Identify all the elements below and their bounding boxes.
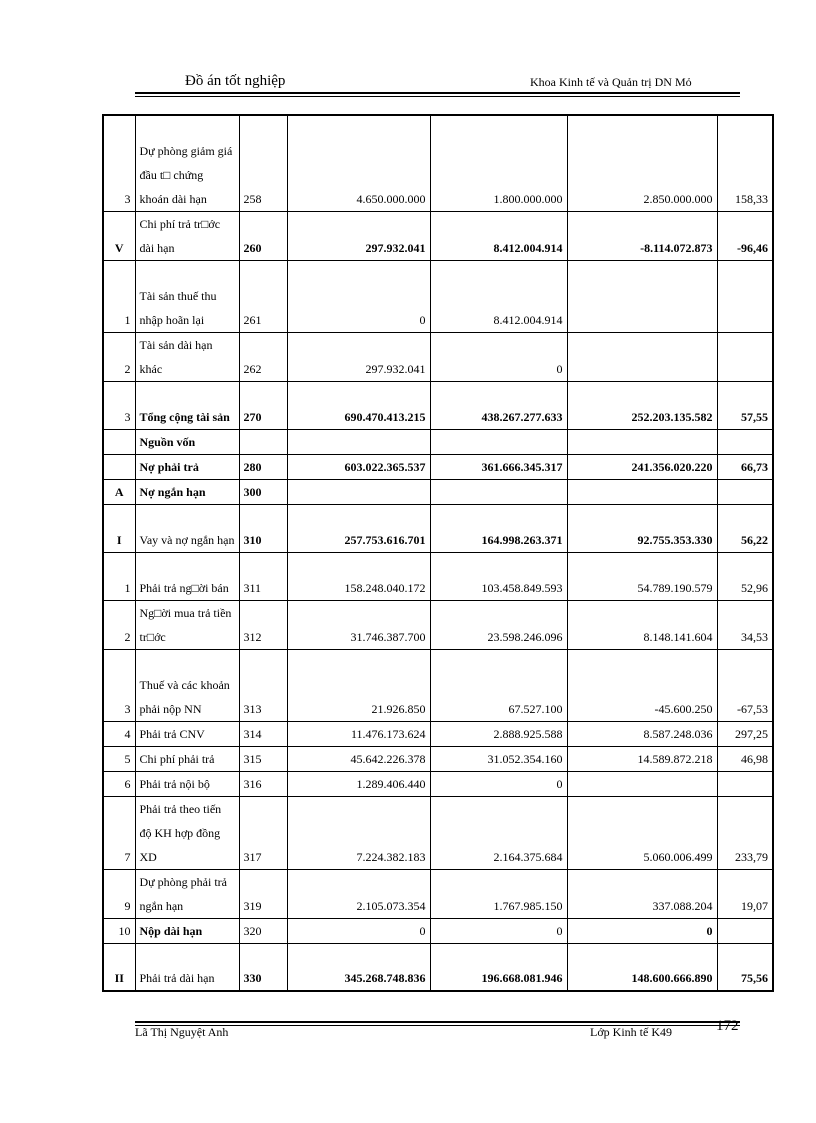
row-percent: 66,73 xyxy=(717,454,773,479)
row-percent: 19,07 xyxy=(717,869,773,918)
row-item: Tài sản thuế thu nhập hoãn lại xyxy=(135,260,239,332)
row-item: Tài sản dài hạn khác xyxy=(135,332,239,381)
row-index: V xyxy=(103,211,135,260)
row-item: Phải trả ng□ời bán xyxy=(135,552,239,600)
row-percent xyxy=(717,918,773,943)
row-value-2: 1.800.000.000 xyxy=(430,115,567,211)
row-item: Nộp dài hạn xyxy=(135,918,239,943)
row-value-1: 297.932.041 xyxy=(287,211,430,260)
row-item: Phải trả nội bộ xyxy=(135,771,239,796)
row-index: 7 xyxy=(103,796,135,869)
table-row xyxy=(103,115,773,211)
row-diff: 337.088.204 xyxy=(567,869,717,918)
table-row xyxy=(103,454,773,479)
row-item: Phải trả dài hạn xyxy=(135,943,239,991)
row-code: 320 xyxy=(239,918,287,943)
footer-class: Lớp Kinh tế K49 xyxy=(590,1025,673,1039)
table-row xyxy=(103,260,773,332)
row-value-1: 45.642.226.378 xyxy=(287,746,430,771)
row-value-1: 21.926.850 xyxy=(287,649,430,721)
row-index: A xyxy=(103,479,135,504)
row-value-2: 164.998.263.371 xyxy=(430,504,567,552)
row-item: Nợ phải trả xyxy=(135,454,239,479)
row-diff: -8.114.072.873 xyxy=(567,211,717,260)
row-value-2: 103.458.849.593 xyxy=(430,552,567,600)
row-value-2: 2.164.375.684 xyxy=(430,796,567,869)
row-diff: 8.148.141.604 xyxy=(567,600,717,649)
row-index: 3 xyxy=(103,649,135,721)
row-percent: -67,53 xyxy=(717,649,773,721)
row-index: 5 xyxy=(103,746,135,771)
row-index: 2 xyxy=(103,600,135,649)
row-code: 330 xyxy=(239,943,287,991)
row-value-2: 196.668.081.946 xyxy=(430,943,567,991)
row-percent: 34,53 xyxy=(717,600,773,649)
footer-rule xyxy=(135,1021,740,1023)
row-value-1 xyxy=(287,429,430,454)
row-percent xyxy=(717,332,773,381)
row-item: Vay và nợ ngắn hạn xyxy=(135,504,239,552)
row-diff: 5.060.006.499 xyxy=(567,796,717,869)
table-row xyxy=(103,649,773,721)
row-value-1: 7.224.382.183 xyxy=(287,796,430,869)
row-value-1: 345.268.748.836 xyxy=(287,943,430,991)
row-code: 319 xyxy=(239,869,287,918)
row-percent xyxy=(717,429,773,454)
row-index: II xyxy=(103,943,135,991)
row-value-1: 31.746.387.700 xyxy=(287,600,430,649)
row-index: 2 xyxy=(103,332,135,381)
row-code: 311 xyxy=(239,552,287,600)
row-percent: 57,55 xyxy=(717,381,773,429)
row-item: Nợ ngắn hạn xyxy=(135,479,239,504)
row-diff: 54.789.190.579 xyxy=(567,552,717,600)
row-value-1 xyxy=(287,479,430,504)
row-diff: 148.600.666.890 xyxy=(567,943,717,991)
table-row xyxy=(103,796,773,869)
row-percent: 52,96 xyxy=(717,552,773,600)
header-rule xyxy=(135,92,740,94)
row-percent: -96,46 xyxy=(717,211,773,260)
row-value-1: 603.022.365.537 xyxy=(287,454,430,479)
page-number: 172 xyxy=(716,1018,739,1034)
row-item: Dự phòng phải trả ngắn hạn xyxy=(135,869,239,918)
table-row xyxy=(103,918,773,943)
row-value-2: 23.598.246.096 xyxy=(430,600,567,649)
row-item: Chi phí trả tr□ớc dài hạn xyxy=(135,211,239,260)
row-percent xyxy=(717,260,773,332)
row-item: Phải trả theo tiến độ KH hợp đồng XD xyxy=(135,796,239,869)
table-row xyxy=(103,552,773,600)
row-diff: 92.755.353.330 xyxy=(567,504,717,552)
row-diff: 241.356.020.220 xyxy=(567,454,717,479)
row-diff xyxy=(567,260,717,332)
row-value-1: 1.289.406.440 xyxy=(287,771,430,796)
row-code: 315 xyxy=(239,746,287,771)
row-code: 262 xyxy=(239,332,287,381)
row-percent: 46,98 xyxy=(717,746,773,771)
table-row xyxy=(103,429,773,454)
row-index xyxy=(103,454,135,479)
row-value-2: 2.888.925.588 xyxy=(430,721,567,746)
row-percent: 158,33 xyxy=(717,115,773,211)
table-row xyxy=(103,479,773,504)
row-item: Thuế và các khoản phải nộp NN xyxy=(135,649,239,721)
row-diff xyxy=(567,479,717,504)
row-value-1: 0 xyxy=(287,918,430,943)
table-row xyxy=(103,943,773,991)
row-value-2: 31.052.354.160 xyxy=(430,746,567,771)
row-value-2: 361.666.345.317 xyxy=(430,454,567,479)
row-value-1: 4.650.000.000 xyxy=(287,115,430,211)
row-diff: 14.589.872.218 xyxy=(567,746,717,771)
row-item: Nguồn vốn xyxy=(135,429,239,454)
table-row xyxy=(103,771,773,796)
row-value-1: 297.932.041 xyxy=(287,332,430,381)
row-value-2: 0 xyxy=(430,332,567,381)
row-index: 3 xyxy=(103,115,135,211)
row-code: 310 xyxy=(239,504,287,552)
balance-sheet-table xyxy=(102,114,774,992)
header-title: Đồ án tốt nghiệp xyxy=(185,73,286,89)
row-item: Ng□ời mua trả tiền tr□ớc xyxy=(135,600,239,649)
row-code: 314 xyxy=(239,721,287,746)
footer-author: Lã Thị Nguyệt Anh xyxy=(135,1025,229,1039)
row-item: Chi phí phải trả xyxy=(135,746,239,771)
row-index: 10 xyxy=(103,918,135,943)
row-percent: 56,22 xyxy=(717,504,773,552)
row-value-2: 0 xyxy=(430,771,567,796)
row-value-2: 8.412.004.914 xyxy=(430,260,567,332)
row-diff xyxy=(567,771,717,796)
row-percent: 75,56 xyxy=(717,943,773,991)
header-rule-thin xyxy=(135,96,740,97)
row-index: 9 xyxy=(103,869,135,918)
row-percent xyxy=(717,479,773,504)
row-value-2: 67.527.100 xyxy=(430,649,567,721)
row-value-2: 438.267.277.633 xyxy=(430,381,567,429)
row-code: 270 xyxy=(239,381,287,429)
row-value-1: 257.753.616.701 xyxy=(287,504,430,552)
row-value-1: 0 xyxy=(287,260,430,332)
row-value-1: 690.470.413.215 xyxy=(287,381,430,429)
row-code: 312 xyxy=(239,600,287,649)
row-diff: 2.850.000.000 xyxy=(567,115,717,211)
row-code: 317 xyxy=(239,796,287,869)
row-diff: 252.203.135.582 xyxy=(567,381,717,429)
row-item: Phải trả CNV xyxy=(135,721,239,746)
row-code: 258 xyxy=(239,115,287,211)
row-percent: 233,79 xyxy=(717,796,773,869)
row-index xyxy=(103,429,135,454)
row-index: 1 xyxy=(103,552,135,600)
row-value-1: 158.248.040.172 xyxy=(287,552,430,600)
table-row xyxy=(103,211,773,260)
row-percent xyxy=(717,771,773,796)
row-index: I xyxy=(103,504,135,552)
row-value-2: 1.767.985.150 xyxy=(430,869,567,918)
row-item: Dự phòng giảm giá đầu t□ chứng khoán dài hạn xyxy=(135,115,239,211)
row-percent: 297,25 xyxy=(717,721,773,746)
row-code xyxy=(239,429,287,454)
row-code: 261 xyxy=(239,260,287,332)
row-diff xyxy=(567,332,717,381)
row-code: 316 xyxy=(239,771,287,796)
table-row xyxy=(103,746,773,771)
row-item: Tổng cộng tài sản xyxy=(135,381,239,429)
table-row xyxy=(103,600,773,649)
header-faculty: Khoa Kinh tế và Quản trị DN Mỏ xyxy=(530,75,692,89)
row-diff: -45.600.250 xyxy=(567,649,717,721)
row-value-2 xyxy=(430,429,567,454)
row-value-2 xyxy=(430,479,567,504)
row-index: 3 xyxy=(103,381,135,429)
row-code: 280 xyxy=(239,454,287,479)
row-index: 1 xyxy=(103,260,135,332)
row-diff: 8.587.248.036 xyxy=(567,721,717,746)
row-code: 300 xyxy=(239,479,287,504)
row-value-2: 0 xyxy=(430,918,567,943)
row-diff: 0 xyxy=(567,918,717,943)
table-row xyxy=(103,869,773,918)
table-row xyxy=(103,332,773,381)
row-index: 4 xyxy=(103,721,135,746)
row-value-1: 2.105.073.354 xyxy=(287,869,430,918)
table-row xyxy=(103,721,773,746)
row-value-1: 11.476.173.624 xyxy=(287,721,430,746)
row-diff xyxy=(567,429,717,454)
row-code: 313 xyxy=(239,649,287,721)
row-value-2: 8.412.004.914 xyxy=(430,211,567,260)
row-index: 6 xyxy=(103,771,135,796)
row-code: 260 xyxy=(239,211,287,260)
table-row xyxy=(103,504,773,552)
table-row xyxy=(103,381,773,429)
